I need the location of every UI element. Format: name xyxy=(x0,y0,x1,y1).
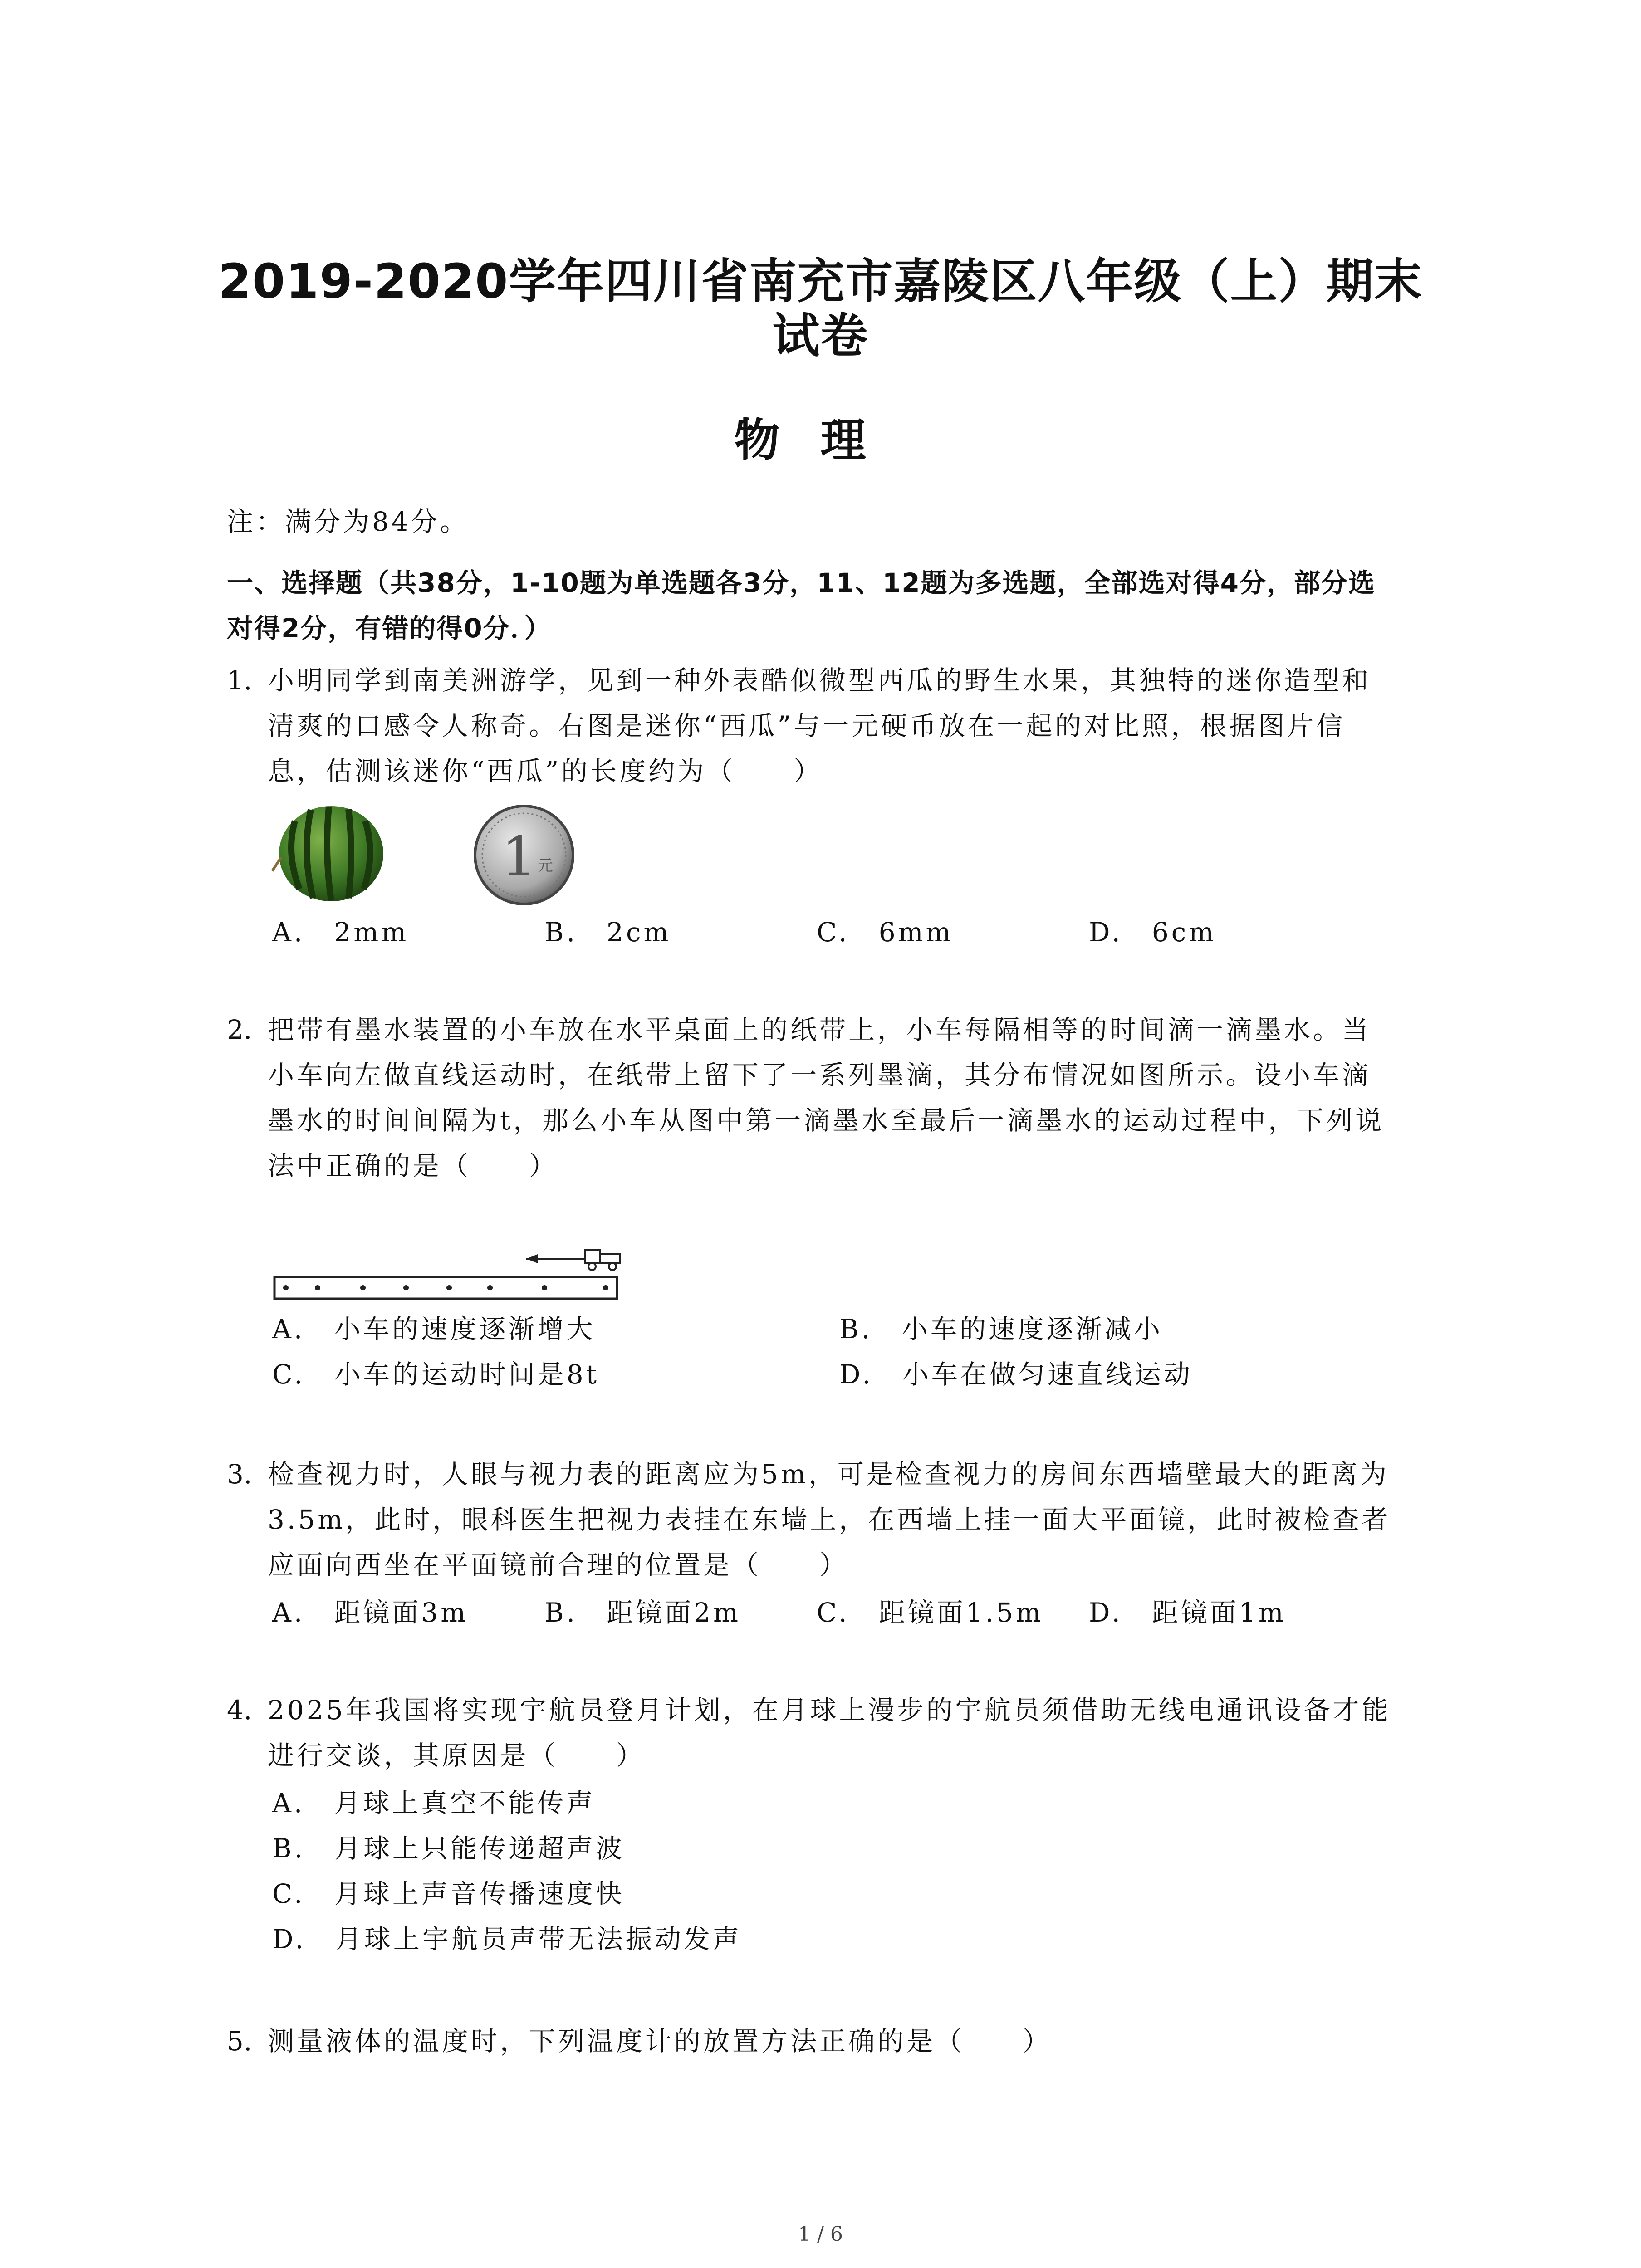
question-2-option-c[interactable]: C. 小车的运动时间是8t xyxy=(272,1359,599,1390)
question-2-line2: 小车向左做直线运动时，在纸带上留下了一系列墨滴，其分布情况如图所示。设小车滴 xyxy=(268,1060,1372,1090)
question-3-line1: 检查视力时，人眼与视力表的距离应为5m，可是检查视力的房间东西墙壁最大的距离为 xyxy=(268,1459,1389,1490)
question-3-line2: 3.5m，此时，眼科医生把视力表挂在东墙上，在西墙上挂一面大平面镜，此时被检查者 xyxy=(268,1504,1391,1535)
question-4-number: 4. xyxy=(227,1695,252,1725)
page-number: 1 / 6 xyxy=(798,2223,843,2246)
subject-title: 物理 xyxy=(734,414,907,467)
question-3-option-c[interactable]: C. 距镜面1.5m xyxy=(817,1597,1043,1628)
question-4-option-b[interactable]: B. 月球上只能传递超声波 xyxy=(272,1833,625,1864)
question-1-line3: 息，估测该迷你“西瓜”的长度约为（ ） xyxy=(268,756,823,787)
cart-icon xyxy=(526,1250,620,1270)
score-note: 注：满分为84分。 xyxy=(227,506,469,537)
question-5-line1: 测量液体的温度时，下列温度计的放置方法正确的是（ ） xyxy=(268,2026,1052,2057)
question-1-option-c[interactable]: C. 6mm xyxy=(817,917,954,948)
question-2-option-a[interactable]: A. 小车的速度逐渐增大 xyxy=(272,1314,596,1344)
question-3-option-d[interactable]: D. 距镜面1m xyxy=(1089,1597,1286,1628)
question-5-number: 5. xyxy=(227,2026,252,2057)
question-1-option-a[interactable]: A. 2mm xyxy=(272,917,409,948)
question-4-line2: 进行交谈，其原因是（ ） xyxy=(268,1740,646,1771)
question-2-line3: 墨水的时间间隔为t，那么小车从图中第一滴墨水至最后一滴墨水的运动过程中，下列说 xyxy=(268,1105,1385,1136)
watermelon-image xyxy=(268,803,390,907)
question-4-line1: 2025年我国将实现宇航员登月计划，在月球上漫步的宇航员须借助无线电通讯设备才能 xyxy=(268,1695,1391,1725)
question-2-option-b[interactable]: B. 小车的速度逐渐减小 xyxy=(839,1314,1163,1344)
question-1-option-d[interactable]: D. 6cm xyxy=(1089,917,1217,948)
question-4-option-d[interactable]: D. 月球上宇航员声带无法振动发声 xyxy=(272,1924,742,1955)
exam-title-line2: 试卷 xyxy=(772,308,869,363)
coin-denomination: 1 xyxy=(501,826,537,889)
coin-unit: 元 xyxy=(538,857,553,875)
exam-title-line1: 2019-2020学年四川省南充市嘉陵区八年级（上）期末 xyxy=(218,254,1423,309)
question-2-line1: 把带有墨水装置的小车放在水平桌面上的纸带上，小车每隔相等的时间滴一滴墨水。当 xyxy=(268,1014,1372,1045)
question-2-line4: 法中正确的是（ ） xyxy=(268,1150,558,1181)
section-heading-line2: 对得2分，有错的得0分．） xyxy=(227,613,552,644)
question-2-number: 2. xyxy=(227,1014,252,1045)
question-1-option-b[interactable]: B. 2cm xyxy=(544,917,671,948)
question-3-option-a[interactable]: A. 距镜面3m xyxy=(272,1597,469,1628)
coin-image xyxy=(472,803,576,907)
section-heading-line1: 一、选择题（共38分，1-10题为单选题各3分，11、12题为多选题，全部选对得4分，部分选 xyxy=(227,567,1376,598)
question-3-number: 3. xyxy=(227,1459,252,1490)
question-1-line1: 小明同学到南美洲游学，见到一种外表酷似微型西瓜的野生水果，其独特的迷你造型和 xyxy=(268,665,1372,696)
question-4-option-a[interactable]: A. 月球上真空不能传声 xyxy=(272,1788,596,1818)
question-4-option-c[interactable]: C. 月球上声音传播速度快 xyxy=(272,1878,625,1909)
question-2-option-d[interactable]: D. 小车在做匀速直线运动 xyxy=(839,1359,1193,1390)
question-3-line3: 应面向西坐在平面镜前合理的位置是（ ） xyxy=(268,1549,849,1580)
question-3-option-b[interactable]: B. 距镜面2m xyxy=(544,1597,741,1628)
paper-tape xyxy=(274,1277,617,1299)
question-1-line2: 清爽的口感令人称奇。右图是迷你“西瓜”与一元硬币放在一起的对比照，根据图片信 xyxy=(268,710,1346,741)
question-1-number: 1. xyxy=(227,665,252,696)
ink-tape-diagram xyxy=(272,1234,622,1306)
